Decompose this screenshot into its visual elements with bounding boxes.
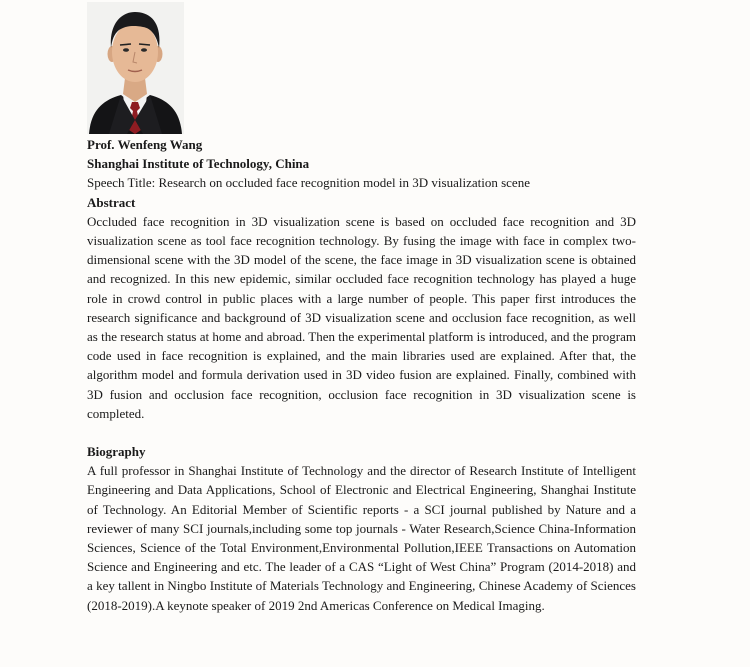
biography-text: A full professor in Shanghai Institute of Technology and the director of Research Institute of Intelligent Engineering and Data Applications, School of Electronic and Electrical Engineering, Shanghai Institute of Technology. An Editorial Member of Scientific reports - a SCI journal published by Nature and a reviewer of many SCI journals,including some top journals - Water Research,Science China-Information Sciences, Science of the Total Environment,Environmental Pollution,IEEE Transactions on Automation Science and Engineering and etc. The leader of a CAS “Light of West China” Program (2014-2018) and a key tallent in Ningbo Institute of Materials Technology and Engineering, Chinese Academy of Sciences (2018-2019).A keynote speaker of 2019 2nd Americas Conference on Medical Imaging. [87, 463, 636, 613]
speaker-profile [87, 2, 636, 615]
section-spacer [87, 423, 636, 442]
abstract-heading: Abstract [87, 194, 136, 210]
speaker-affiliation: Shanghai Institute of Technology, China [87, 156, 310, 172]
speech-title: Research on occluded face recognition model in 3D visualization scene [158, 175, 530, 191]
speaker-photo [87, 2, 184, 134]
speech-title-label: Speech Title: [87, 175, 159, 191]
abstract-text: Occluded face recognition in 3D visualization scene is based on occluded face recognition and 3D visualization scene as tool face recognition technology. By fusing the image with face in complex two-dimensional scene with the 3D model of the scene, the face image in 3D visualization scene is obtained and recognized. In this new epidemic, similar occluded face recognition technology has played a huge role in crowd control in public places with a large number of people. This paper first introduces the research significance and background of 3D visualization scene and occlusion face recognition, as well as the research status at home and abroad. Then the experimental platform is introduced, and the program code used in face recognition is explained, and the main libraries used are explained. After that, the algorithm model and formula derivation used in 3D video fusion are explained. Finally, combined with 3D fusion and occlusion face recognition, occlusion face recognition in 3D visualization scene is completed. [87, 213, 636, 421]
speaker-name: Prof. Wenfeng Wang [87, 137, 203, 152]
biography-heading: Biography [87, 444, 146, 460]
speech-title-line [87, 173, 636, 192]
